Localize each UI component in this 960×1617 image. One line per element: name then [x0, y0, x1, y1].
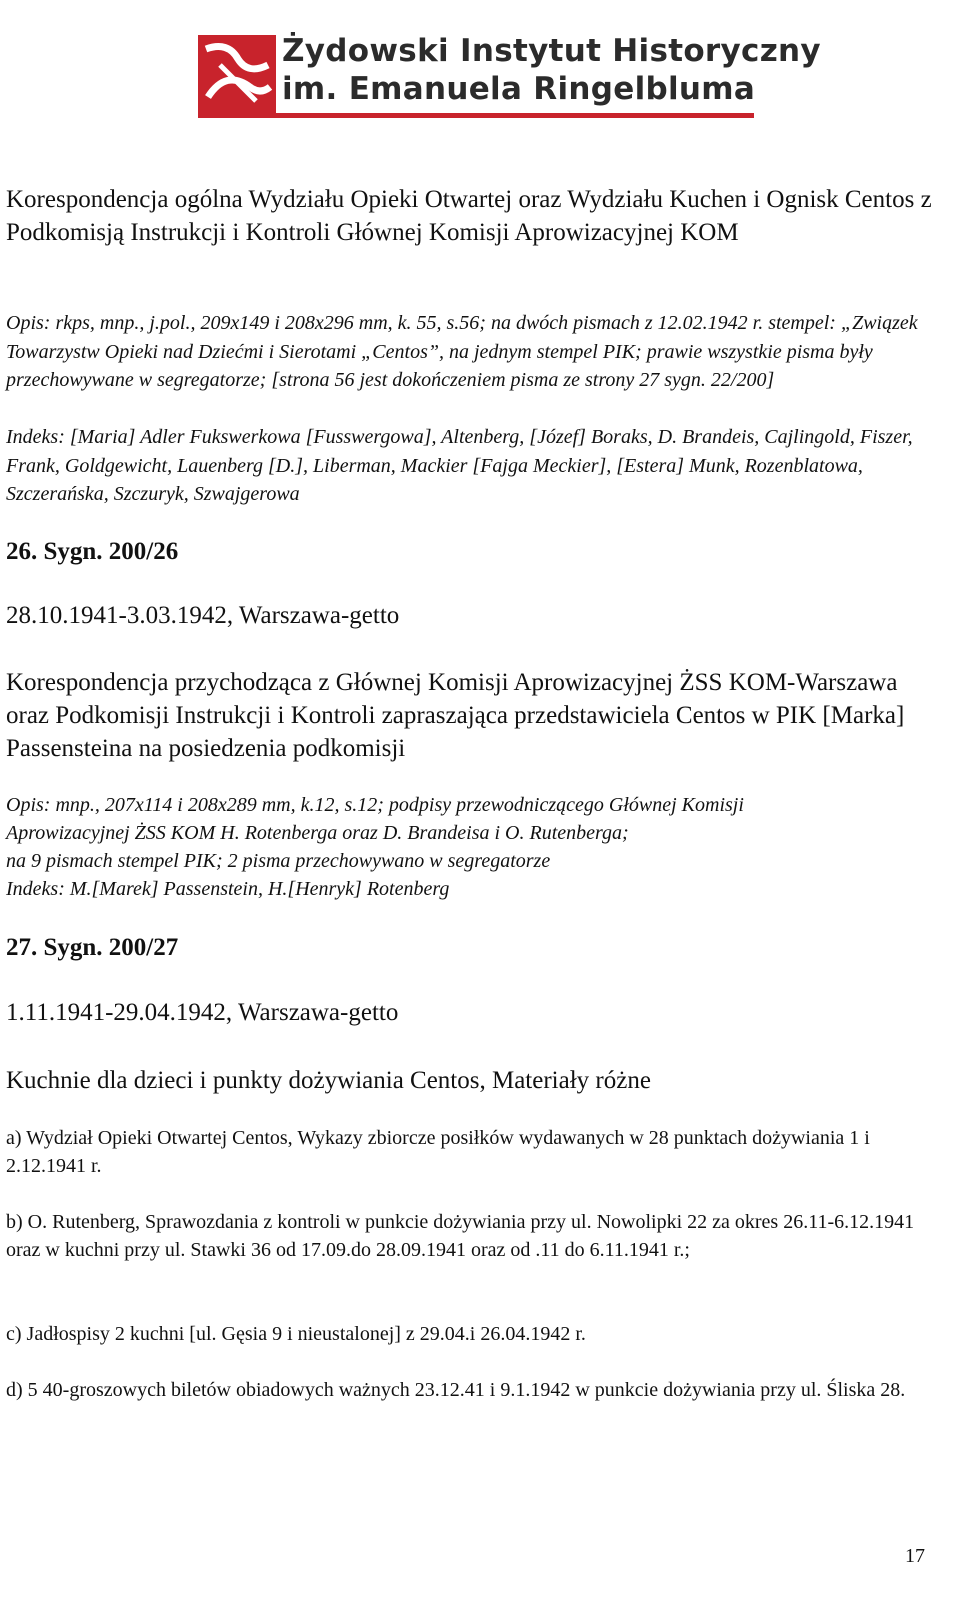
entry27-item-b: b) O. Rutenberg, Sprawozdania z kontroli w punkcie dożywiania przy ul. Nowolipki 22 za okres 26.11-6.12.1941 oraz w kuchni przy ul. Stawki 36 od 17.09.do 28.09.1941 oraz od .11 do 6.11.1941 r.;: [6, 1211, 915, 1261]
entry25-index: Indeks: [Maria] Adler Fukswerkowa [Fusswergowa], Altenberg, [Józef] Boraks, D. Brandeis, Cajlingold, Fiszer, Frank, Goldgewicht, Lauenberg [D.], Liberman, Mackier [Fajga Meckier], [Estera] Munk, Rozenblatowa, Szczerańska, Szczuryk, Szwajgerowa: [6, 426, 913, 505]
entry26-description-line2: Aprowizacyjnej ŻSS KOM H. Rotenberga oraz D. Brandeisa i O. Rutenberga;: [6, 822, 629, 844]
entry25-description: Opis: rkps, mnp., j.pol., 209x149 i 208x296 mm, k. 55, s.56; na dwóch pismach z 12.02.1942 r. stempel: „Związek Towarzystw Opieki nad Dziećmi i Sierotami „Centos”, na jednym stempel PIK; prawie wszystkie pisma były przechowywane w segregatorze; [strona 56 jest dokończeniem pisma ze strony 27 sygn. 22/200]: [6, 312, 918, 391]
entry26-signature: 26. Sygn. 200/26: [6, 538, 179, 565]
entry26-description-line3: na 9 pismach stempel PIK; 2 pisma przechowywano w segregatorze: [6, 850, 551, 872]
entry26-title: Korespondencja przychodząca z Głównej Komisji Aprowizacyjnej ŻSS KOM-Warszawa oraz Podkomisji Instrukcji i Kontroli zapraszająca przedstawiciela Centos w PIK [Marka] Passensteina na posiedzenia podkomisji: [6, 669, 905, 762]
institute-logo: [198, 33, 821, 115]
entry25-title: Korespondencja ogólna Wydziału Opieki Otwartej oraz Wydziału Kuchen i Ognisk Centos z Podkomisją Instrukcji i Kontroli Głównej Komisji Aprowizacyjnej KOM: [6, 186, 932, 246]
entry27-item-c: c) Jadłospisy 2 kuchni [ul. Gęsia 9 i nieustalonej] z 29.04.i 26.04.1942 r.: [6, 1323, 586, 1345]
page-number: 17: [905, 1545, 925, 1567]
entry26-description-line1: Opis: mnp., 207x114 i 208x289 mm, k.12, s.12; podpisy przewodniczącego Głównej Komisji: [6, 794, 744, 816]
logo-text-line1: Żydowski Instytut Historyczny: [282, 33, 821, 69]
entry27-title: Kuchnie dla dzieci i punkty dożywiania Centos, Materiały różne: [6, 1067, 651, 1094]
entry27-item-a: a) Wydział Opieki Otwartej Centos, Wykazy zbiorcze posiłków wydawanych w 28 punktach dożywiania 1 i 2.12.1941 r.: [6, 1127, 870, 1177]
entry27-signature: 27. Sygn. 200/27: [6, 934, 179, 961]
logo-text-line2: im. Emanuela Ringelbluma: [282, 71, 756, 107]
entry26-date: 28.10.1941-3.03.1942, Warszawa-getto: [6, 602, 400, 629]
institute-emblem-icon: [198, 35, 276, 113]
entry27-date: 1.11.1941-29.04.1942, Warszawa-getto: [6, 999, 399, 1026]
logo-underline: [198, 113, 754, 118]
entry26-index: Indeks: M.[Marek] Passenstein, H.[Henryk] Rotenberg: [6, 878, 450, 900]
entry27-item-d: d) 5 40-groszowych biletów obiadowych ważnych 23.12.41 i 9.1.1942 w punkcie dożywiania przy ul. Śliska 28.: [6, 1379, 906, 1401]
